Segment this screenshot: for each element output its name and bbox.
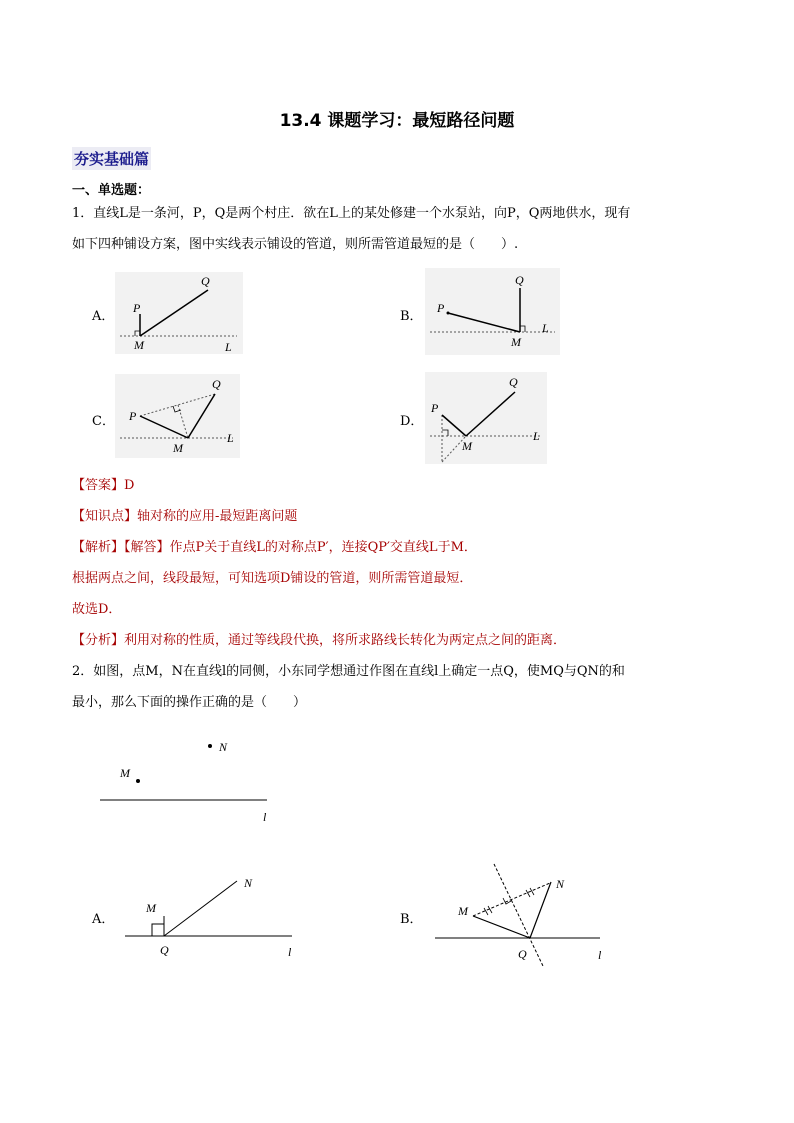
label-P: P xyxy=(431,401,439,415)
label-M: M xyxy=(134,338,144,352)
q1-line1: 1．直线L是一条河，P，Q是两个村庄．欲在L上的某处修建一个水泵站，向P，Q两地供水，现有 xyxy=(72,206,631,221)
q2-option-a: A． xyxy=(92,912,115,927)
label-N: N xyxy=(244,876,253,890)
label-Q: Q xyxy=(515,273,524,287)
label-L: L xyxy=(227,431,234,445)
q1-option-b: B． xyxy=(400,309,423,324)
q1-option-d: D． xyxy=(400,414,424,429)
q2-option-b: B． xyxy=(400,912,423,927)
q1-option-c: C． xyxy=(92,414,115,429)
sub-heading: 一、单选题： xyxy=(72,183,151,198)
page-title: 13.4 课题学习：最短路径问题 xyxy=(279,111,515,131)
q1-figure-d xyxy=(425,372,547,464)
label-Q: Q xyxy=(212,377,221,391)
q2-figure-a xyxy=(120,868,305,963)
label-M: M xyxy=(462,439,472,453)
label-L: L xyxy=(533,429,540,443)
q2-main-figure xyxy=(95,735,285,830)
q1-analysis-2: 根据两点之间，线段最短，可知选项D铺设的管道，则所需管道最短． xyxy=(72,571,473,586)
label-M: M xyxy=(173,441,183,455)
label-l: l xyxy=(263,810,267,824)
label-L: L xyxy=(542,321,549,335)
q1-knowledge: 【知识点】轴对称的应用-最短距离问题 xyxy=(72,509,298,524)
label-M: M xyxy=(458,904,468,918)
q1-answer: 【答案】D xyxy=(72,478,135,493)
label-M: M xyxy=(146,901,156,915)
q2-line2: 最小，那么下面的操作正确的是（ ） xyxy=(72,695,307,710)
q1-analysis-1: 【解析】【解答】作点P关于直线L的对称点P′，连接QP′交直线L于M． xyxy=(72,540,477,555)
q1-analysis-4: 【分析】利用对称的性质，通过等线段代换，将所求路线长转化为两定点之间的距离． xyxy=(72,633,567,648)
q1-figure-c xyxy=(115,374,240,458)
label-Q: Q xyxy=(509,375,518,389)
label-Q: Q xyxy=(160,943,169,957)
q2-line1: 2．如图，点M，N在直线l的同侧，小东同学想通过作图在直线l上确定一点Q，使MQ与QN的和 xyxy=(72,664,625,679)
label-M: M xyxy=(511,335,521,349)
label-l: l xyxy=(598,948,602,962)
label-l: l xyxy=(288,945,292,959)
q1-figure-a xyxy=(115,272,243,354)
q1-figure-b xyxy=(425,268,560,355)
q2-figure-b xyxy=(430,858,615,968)
label-N: N xyxy=(219,740,228,754)
label-Q: Q xyxy=(201,274,210,288)
label-P: P xyxy=(133,301,141,315)
label-P: P xyxy=(129,409,137,423)
label-Q: Q xyxy=(518,947,527,961)
label-M: M xyxy=(120,766,130,780)
label-N: N xyxy=(556,877,565,891)
q1-analysis-3: 故选D． xyxy=(72,602,122,617)
label-L: L xyxy=(225,340,232,354)
q1-line2: 如下四种铺设方案，图中实线表示铺设的管道，则所需管道最短的是（ ）. xyxy=(72,237,519,252)
section-heading: 夯实基础篇 xyxy=(72,147,151,170)
label-P: P xyxy=(437,301,445,315)
q1-option-a: A． xyxy=(92,309,115,324)
